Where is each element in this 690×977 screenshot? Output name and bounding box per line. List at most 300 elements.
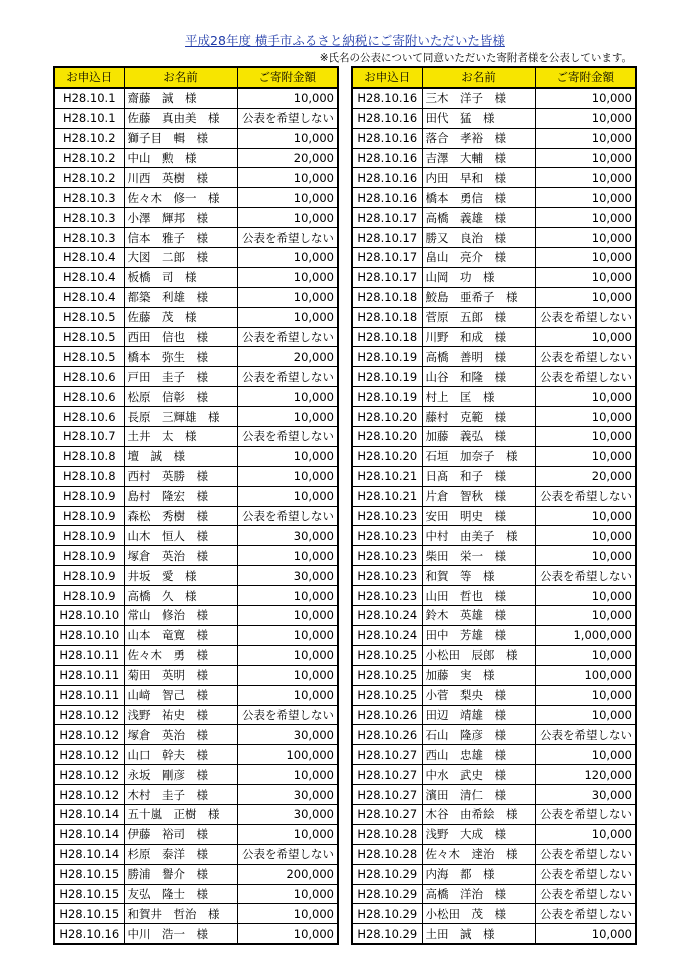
cell-amount: 10,000 <box>535 407 636 427</box>
table-row <box>352 824 636 844</box>
cell-name: 田辺 靖雄 様 <box>422 705 535 725</box>
cell-date: H28.10.11 <box>54 645 124 665</box>
table-row <box>54 785 338 805</box>
cell-name: 友弘 隆士 様 <box>124 884 237 904</box>
cell-amount: 10,000 <box>535 108 636 128</box>
cell-name: 常山 修治 様 <box>124 606 237 626</box>
table-row <box>54 327 338 347</box>
cell-amount: 10,000 <box>535 188 636 208</box>
cell-name: 藤村 克範 様 <box>422 407 535 427</box>
cell-date: H28.10.21 <box>352 486 422 506</box>
table-row <box>352 725 636 745</box>
cell-amount: 10,000 <box>237 606 338 626</box>
cell-amount: 10,000 <box>237 128 338 148</box>
cell-date: H28.10.3 <box>54 228 124 248</box>
cell-date: H28.10.7 <box>54 427 124 447</box>
cell-amount: 200,000 <box>237 864 338 884</box>
table-row <box>54 506 338 526</box>
cell-amount: 10,000 <box>535 446 636 466</box>
cell-name: 田中 芳雄 様 <box>422 625 535 645</box>
cell-date: H28.10.17 <box>352 228 422 248</box>
cell-date: H28.10.18 <box>352 307 422 327</box>
header-name: お名前 <box>124 67 237 88</box>
cell-amount: 公表を希望しない <box>237 327 338 347</box>
cell-date: H28.10.29 <box>352 904 422 924</box>
cell-amount: 120,000 <box>535 765 636 785</box>
table-row <box>54 884 338 904</box>
cell-date: H28.10.27 <box>352 765 422 785</box>
table-row <box>54 466 338 486</box>
cell-amount: 公表を希望しない <box>535 347 636 367</box>
cell-amount: 公表を希望しない <box>535 367 636 387</box>
table-row <box>54 844 338 864</box>
cell-date: H28.10.3 <box>54 188 124 208</box>
cell-name: 鮫島 亜希子 様 <box>422 287 535 307</box>
donor-table-right <box>351 66 637 945</box>
table-row <box>54 228 338 248</box>
table-row <box>352 128 636 148</box>
cell-date: H28.10.1 <box>54 88 124 108</box>
table-row <box>54 705 338 725</box>
cell-date: H28.10.9 <box>54 486 124 506</box>
cell-amount: 10,000 <box>237 685 338 705</box>
cell-name: 佐々木 修一 様 <box>124 188 237 208</box>
cell-date: H28.10.16 <box>352 188 422 208</box>
table-row <box>352 785 636 805</box>
cell-amount: 10,000 <box>535 924 636 944</box>
cell-amount: 10,000 <box>237 267 338 287</box>
cell-amount: 1,000,000 <box>535 625 636 645</box>
cell-amount: 10,000 <box>535 287 636 307</box>
table-row <box>54 347 338 367</box>
cell-amount: 30,000 <box>237 785 338 805</box>
table-row <box>352 526 636 546</box>
donor-table-left <box>53 66 339 945</box>
cell-date: H28.10.14 <box>54 844 124 864</box>
table-row <box>352 466 636 486</box>
cell-name: 佐々木 達治 様 <box>422 844 535 864</box>
cell-date: H28.10.28 <box>352 824 422 844</box>
cell-date: H28.10.2 <box>54 168 124 188</box>
cell-amount: 10,000 <box>535 586 636 606</box>
header-amount: ご寄附金額 <box>237 67 338 88</box>
cell-date: H28.10.23 <box>352 566 422 586</box>
cell-date: H28.10.4 <box>54 248 124 268</box>
cell-date: H28.10.29 <box>352 864 422 884</box>
cell-name: 佐藤 真由美 様 <box>124 108 237 128</box>
cell-date: H28.10.23 <box>352 506 422 526</box>
table-row <box>54 824 338 844</box>
cell-amount: 100,000 <box>237 745 338 765</box>
cell-amount: 公表を希望しない <box>237 228 338 248</box>
cell-amount: 30,000 <box>237 725 338 745</box>
cell-amount: 公表を希望しない <box>535 904 636 924</box>
table-row <box>54 586 338 606</box>
table-row <box>54 148 338 168</box>
cell-date: H28.10.19 <box>352 347 422 367</box>
table-row <box>54 248 338 268</box>
cell-date: H28.10.23 <box>352 526 422 546</box>
table-row <box>352 287 636 307</box>
cell-amount: 10,000 <box>237 586 338 606</box>
cell-name: 中川 浩一 様 <box>124 924 237 944</box>
cell-amount: 10,000 <box>535 387 636 407</box>
cell-amount: 公表を希望しない <box>237 427 338 447</box>
table-header-row <box>54 67 338 88</box>
cell-name: 板橋 司 様 <box>124 267 237 287</box>
cell-amount: 20,000 <box>237 347 338 367</box>
cell-date: H28.10.27 <box>352 745 422 765</box>
cell-amount: 10,000 <box>237 307 338 327</box>
cell-amount: 10,000 <box>535 168 636 188</box>
cell-date: H28.10.25 <box>352 645 422 665</box>
table-row <box>352 645 636 665</box>
cell-date: H28.10.10 <box>54 606 124 626</box>
cell-amount: 10,000 <box>237 287 338 307</box>
cell-amount: 公表を希望しない <box>535 566 636 586</box>
cell-name: 村上 匡 様 <box>422 387 535 407</box>
cell-date: H28.10.27 <box>352 804 422 824</box>
table-row <box>352 88 636 108</box>
cell-name: 和賀井 哲治 様 <box>124 904 237 924</box>
table-row <box>352 347 636 367</box>
table-row <box>352 546 636 566</box>
table-row <box>54 287 338 307</box>
cell-amount: 30,000 <box>237 526 338 546</box>
cell-date: H28.10.12 <box>54 725 124 745</box>
cell-date: H28.10.9 <box>54 566 124 586</box>
table-row <box>352 844 636 864</box>
cell-date: H28.10.24 <box>352 625 422 645</box>
cell-name: 山本 竜寛 様 <box>124 625 237 645</box>
cell-name: 松原 信彰 様 <box>124 387 237 407</box>
cell-name: 勝浦 譽介 様 <box>124 864 237 884</box>
cell-name: 永坂 剛彦 様 <box>124 765 237 785</box>
table-row <box>352 427 636 447</box>
table-row <box>352 745 636 765</box>
cell-amount: 公表を希望しない <box>237 844 338 864</box>
table-row <box>352 148 636 168</box>
cell-amount: 10,000 <box>535 208 636 228</box>
cell-date: H28.10.12 <box>54 785 124 805</box>
table-row <box>352 327 636 347</box>
cell-amount: 100,000 <box>535 665 636 685</box>
cell-date: H28.10.9 <box>54 546 124 566</box>
cell-name: 柴田 栄一 様 <box>422 546 535 566</box>
cell-date: H28.10.17 <box>352 208 422 228</box>
cell-amount: 10,000 <box>237 188 338 208</box>
cell-date: H28.10.17 <box>352 248 422 268</box>
table-row <box>54 904 338 924</box>
cell-amount: 公表を希望しない <box>237 705 338 725</box>
cell-name: 川野 和成 様 <box>422 327 535 347</box>
cell-amount: 10,000 <box>535 685 636 705</box>
table-row <box>54 108 338 128</box>
cell-name: 五十嵐 正樹 様 <box>124 804 237 824</box>
table-row <box>352 606 636 626</box>
cell-amount: 10,000 <box>237 904 338 924</box>
table-row <box>54 168 338 188</box>
table-row <box>54 128 338 148</box>
cell-name: 川西 英樹 様 <box>124 168 237 188</box>
cell-name: 佐々木 勇 様 <box>124 645 237 665</box>
table-row <box>54 685 338 705</box>
cell-name: 加藤 実 様 <box>422 665 535 685</box>
cell-date: H28.10.10 <box>54 625 124 645</box>
cell-amount: 10,000 <box>237 168 338 188</box>
cell-amount: 10,000 <box>535 427 636 447</box>
cell-amount: 20,000 <box>535 466 636 486</box>
cell-name: 浅野 大成 様 <box>422 824 535 844</box>
cell-name: 山田 哲也 様 <box>422 586 535 606</box>
cell-amount: 10,000 <box>237 446 338 466</box>
cell-date: H28.10.18 <box>352 287 422 307</box>
table-row <box>54 387 338 407</box>
cell-date: H28.10.6 <box>54 407 124 427</box>
table-row <box>54 88 338 108</box>
cell-amount: 30,000 <box>237 804 338 824</box>
cell-date: H28.10.14 <box>54 804 124 824</box>
cell-date: H28.10.16 <box>352 148 422 168</box>
cell-name: 勝又 良治 様 <box>422 228 535 248</box>
cell-amount: 10,000 <box>535 526 636 546</box>
cell-date: H28.10.24 <box>352 606 422 626</box>
cell-amount: 10,000 <box>535 128 636 148</box>
table-row <box>54 566 338 586</box>
table-row <box>54 427 338 447</box>
table-row <box>352 228 636 248</box>
cell-date: H28.10.5 <box>54 327 124 347</box>
table-row <box>54 208 338 228</box>
cell-name: 塚倉 英治 様 <box>124 725 237 745</box>
cell-name: 木村 圭子 様 <box>124 785 237 805</box>
cell-name: 内田 早和 様 <box>422 168 535 188</box>
cell-name: 濱田 清仁 様 <box>422 785 535 805</box>
cell-name: 木谷 由希絵 様 <box>422 804 535 824</box>
cell-amount: 公表を希望しない <box>237 108 338 128</box>
cell-date: H28.10.1 <box>54 108 124 128</box>
cell-name: 日髙 和子 様 <box>422 466 535 486</box>
cell-date: H28.10.15 <box>54 904 124 924</box>
cell-amount: 10,000 <box>237 407 338 427</box>
table-row <box>352 765 636 785</box>
cell-amount: 20,000 <box>237 148 338 168</box>
cell-date: H28.10.8 <box>54 446 124 466</box>
table-row <box>54 665 338 685</box>
table-row <box>54 267 338 287</box>
cell-name: 落合 孝裕 様 <box>422 128 535 148</box>
table-row <box>352 665 636 685</box>
cell-date: H28.10.23 <box>352 546 422 566</box>
table-row <box>54 725 338 745</box>
cell-amount: 10,000 <box>535 645 636 665</box>
cell-date: H28.10.3 <box>54 208 124 228</box>
cell-amount: 10,000 <box>237 824 338 844</box>
cell-amount: 10,000 <box>237 208 338 228</box>
cell-date: H28.10.29 <box>352 884 422 904</box>
table-row <box>352 506 636 526</box>
cell-amount: 公表を希望しない <box>237 367 338 387</box>
table-row <box>352 566 636 586</box>
cell-amount: 公表を希望しない <box>535 307 636 327</box>
cell-amount: 10,000 <box>535 148 636 168</box>
table-row <box>352 864 636 884</box>
cell-name: 浅野 祐史 様 <box>124 705 237 725</box>
cell-name: 和賀 等 様 <box>422 566 535 586</box>
cell-amount: 10,000 <box>237 387 338 407</box>
cell-date: H28.10.20 <box>352 407 422 427</box>
cell-amount: 10,000 <box>237 248 338 268</box>
table-row <box>352 625 636 645</box>
cell-date: H28.10.11 <box>54 685 124 705</box>
cell-name: 塚倉 英治 様 <box>124 546 237 566</box>
cell-name: 安田 明史 様 <box>422 506 535 526</box>
cell-name: 山岡 功 様 <box>422 267 535 287</box>
cell-amount: 10,000 <box>535 824 636 844</box>
cell-date: H28.10.16 <box>352 168 422 188</box>
table-row <box>54 407 338 427</box>
table-row <box>352 904 636 924</box>
table-row <box>54 625 338 645</box>
cell-date: H28.10.16 <box>54 924 124 944</box>
cell-date: H28.10.6 <box>54 387 124 407</box>
table-row <box>352 924 636 944</box>
cell-date: H28.10.2 <box>54 148 124 168</box>
cell-name: 菅原 五郎 様 <box>422 307 535 327</box>
cell-name: 小松田 辰郎 様 <box>422 645 535 665</box>
cell-date: H28.10.2 <box>54 128 124 148</box>
cell-amount: 10,000 <box>535 88 636 108</box>
cell-amount: 公表を希望しない <box>237 506 338 526</box>
cell-date: H28.10.9 <box>54 506 124 526</box>
cell-amount: 10,000 <box>237 546 338 566</box>
cell-name: 高橋 久 様 <box>124 586 237 606</box>
cell-date: H28.10.26 <box>352 725 422 745</box>
cell-date: H28.10.27 <box>352 785 422 805</box>
table-row <box>54 446 338 466</box>
cell-name: 信本 雅子 様 <box>124 228 237 248</box>
table-row <box>54 804 338 824</box>
cell-date: H28.10.26 <box>352 705 422 725</box>
header-amount: ご寄附金額 <box>535 67 636 88</box>
table-row <box>352 367 636 387</box>
cell-amount: 10,000 <box>237 88 338 108</box>
cell-name: 石垣 加奈子 様 <box>422 446 535 466</box>
cell-name: 獅子目 輯 様 <box>124 128 237 148</box>
cell-name: 山木 恒人 様 <box>124 526 237 546</box>
cell-date: H28.10.16 <box>352 88 422 108</box>
cell-date: H28.10.12 <box>54 705 124 725</box>
cell-name: 都築 利雄 様 <box>124 287 237 307</box>
cell-amount: 10,000 <box>237 645 338 665</box>
cell-amount: 10,000 <box>535 327 636 347</box>
cell-amount: 10,000 <box>535 546 636 566</box>
table-row <box>54 606 338 626</box>
cell-name: 島村 隆宏 様 <box>124 486 237 506</box>
table-row <box>54 307 338 327</box>
cell-name: 吉澤 大輔 様 <box>422 148 535 168</box>
table-row <box>352 705 636 725</box>
cell-date: H28.10.4 <box>54 287 124 307</box>
cell-date: H28.10.19 <box>352 387 422 407</box>
cell-name: 土田 誠 様 <box>422 924 535 944</box>
cell-amount: 10,000 <box>535 228 636 248</box>
cell-name: 伊藤 裕司 様 <box>124 824 237 844</box>
table-row <box>352 267 636 287</box>
cell-name: 鈴木 英雄 様 <box>422 606 535 626</box>
cell-date: H28.10.6 <box>54 367 124 387</box>
cell-date: H28.10.12 <box>54 765 124 785</box>
table-row <box>54 924 338 944</box>
cell-name: 橋本 弥生 様 <box>124 347 237 367</box>
cell-amount: 10,000 <box>237 924 338 944</box>
cell-date: H28.10.15 <box>54 884 124 904</box>
cell-name: 小松田 茂 様 <box>422 904 535 924</box>
cell-amount: 公表を希望しない <box>535 844 636 864</box>
table-row <box>352 586 636 606</box>
cell-name: 片倉 智秋 様 <box>422 486 535 506</box>
cell-amount: 10,000 <box>535 606 636 626</box>
cell-name: 中村 由美子 様 <box>422 526 535 546</box>
table-row <box>352 188 636 208</box>
cell-name: 長原 三輝雄 様 <box>124 407 237 427</box>
cell-amount: 10,000 <box>237 625 338 645</box>
disclosure-note: ※氏名の公表について同意いただいた寄附者様を公表しています。 <box>319 52 632 64</box>
cell-date: H28.10.28 <box>352 844 422 864</box>
cell-amount: 30,000 <box>535 785 636 805</box>
cell-amount: 10,000 <box>535 506 636 526</box>
cell-name: 畠山 亮介 様 <box>422 248 535 268</box>
cell-amount: 10,000 <box>535 745 636 765</box>
cell-name: 西山 忠雄 様 <box>422 745 535 765</box>
cell-name: 壇 誠 様 <box>124 446 237 466</box>
cell-amount: 公表を希望しない <box>535 864 636 884</box>
cell-name: 内海 都 様 <box>422 864 535 884</box>
table-row <box>352 208 636 228</box>
cell-name: 高橋 洋治 様 <box>422 884 535 904</box>
cell-date: H28.10.5 <box>54 347 124 367</box>
cell-date: H28.10.14 <box>54 824 124 844</box>
cell-amount: 10,000 <box>535 248 636 268</box>
cell-date: H28.10.9 <box>54 526 124 546</box>
cell-name: 森松 秀樹 様 <box>124 506 237 526</box>
cell-name: 小澤 輝邦 様 <box>124 208 237 228</box>
table-row <box>54 864 338 884</box>
cell-name: 齋藤 誠 様 <box>124 88 237 108</box>
cell-date: H28.10.29 <box>352 924 422 944</box>
header-date: お申込日 <box>352 67 422 88</box>
cell-date: H28.10.21 <box>352 466 422 486</box>
cell-amount: 公表を希望しない <box>535 725 636 745</box>
cell-amount: 10,000 <box>237 466 338 486</box>
cell-amount: 10,000 <box>237 884 338 904</box>
cell-date: H28.10.25 <box>352 685 422 705</box>
cell-amount: 公表を希望しない <box>535 884 636 904</box>
cell-date: H28.10.16 <box>352 128 422 148</box>
cell-name: 中山 勲 様 <box>124 148 237 168</box>
cell-name: 西田 信也 様 <box>124 327 237 347</box>
cell-name: 橋本 勇信 様 <box>422 188 535 208</box>
cell-name: 山谷 和隆 様 <box>422 367 535 387</box>
cell-date: H28.10.11 <box>54 665 124 685</box>
table-row <box>54 745 338 765</box>
cell-date: H28.10.4 <box>54 267 124 287</box>
table-row <box>352 307 636 327</box>
cell-date: H28.10.9 <box>54 586 124 606</box>
table-row <box>54 188 338 208</box>
table-header-row <box>352 67 636 88</box>
table-row <box>54 526 338 546</box>
